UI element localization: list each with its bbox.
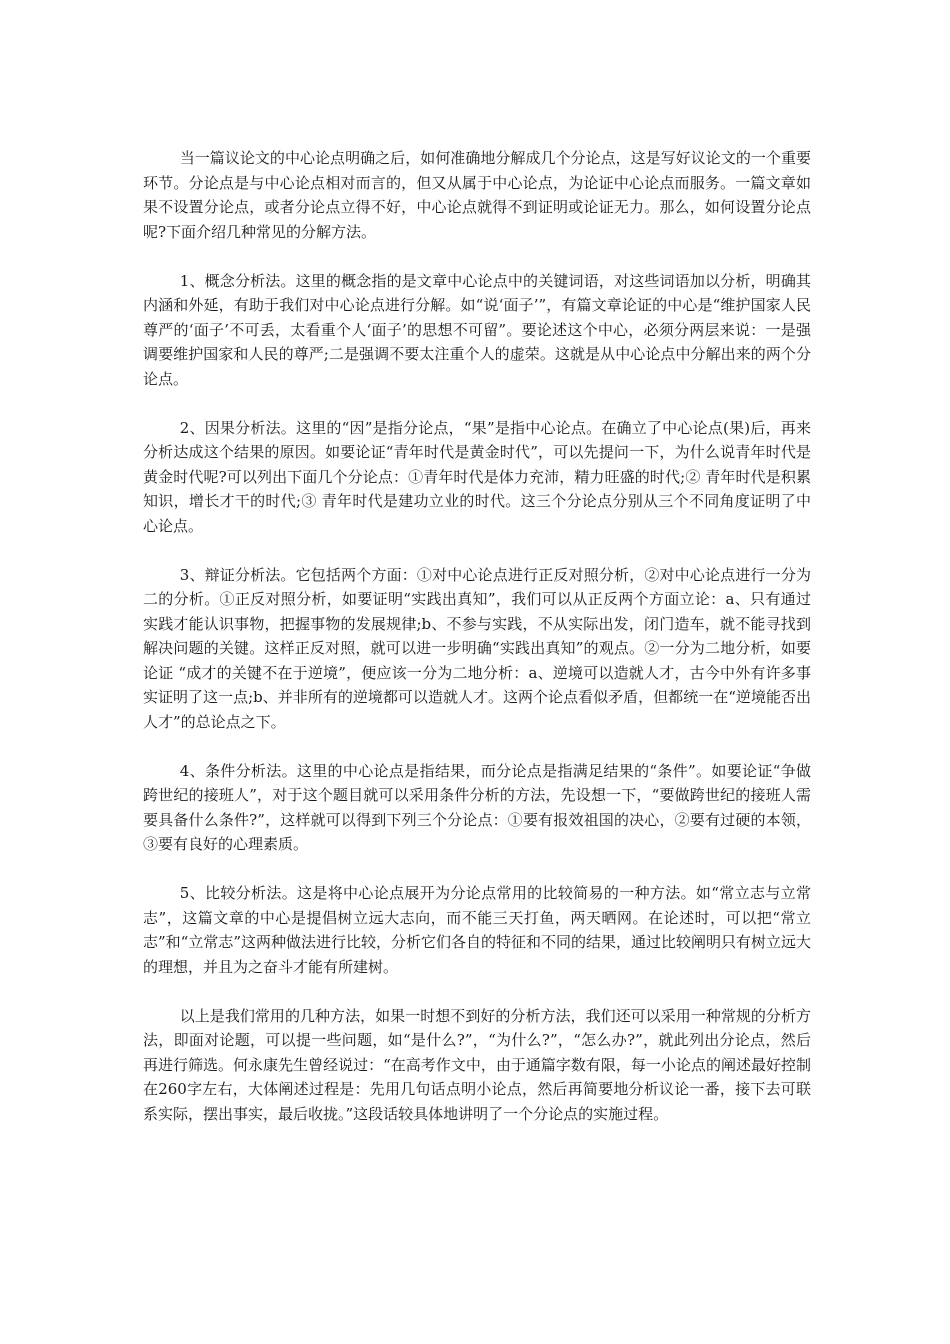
concept-analysis-paragraph: 1、概念分析法。这里的概念指的是文章中心论点中的关键词语，对这些词语加以分析，明确其内涵和外延，有助于我们对中心论点进行分解。如“说‘面子’”，有篇文章论证的中心是“维护国家人民尊严的‘面子’不可丢，太看重个人‘面子’的思想不可留”。要论述这个中心，必须分两层来说：一是强调要维护国家和人民的尊严;二是强调不要太注重个人的虚荣。这就是从中心论点中分解出来的两个分论点。 [143,271,811,388]
comparison-analysis-paragraph: 5、比较分析法。这是将中心论点展开为分论点常用的比较简易的一种方法。如“常立志与立常志”，这篇文章的中心是提倡树立远大志向，而不能三天打鱼，两天晒网。在论述时，可以把“常立志”和“立常志”这两种做法进行比较，分析它们各自的特征和不同的结果，通过比较阐明只有树立远大的理想，并且为之奋斗才能有所建树。 [143,884,812,976]
document-body [143,146,811,1151]
conclusion-paragraph: 以上是我们常用的几种方法，如果一时想不到好的分析方法，我们还可以采用一种常规的分析方法，即面对论题，可以提一些问题，如“是什么?”，“为什么?”，“怎么办?”，就此列出分论点，然后再进行筛选。何永康先生曾经说过：“在高考作文中，由于通篇字数有限，每一小论点的阐述最好控制在260字左右，大体阐述过程是：先用几句话点明小论点，然后再简要地分析议论一番，接下去可联系实际，摆出事实，最后收拢。”这段话较具体地讲明了一个分论点的实施过程。 [143,1006,811,1123]
intro-paragraph: 当一篇议论文的中心论点明确之后，如何准确地分解成几个分论点，这是写好议论文的一个重要环节。分论点是与中心论点相对而言的，但又从属于中心论点，为论证中心论点而服务。一篇文章如果不设置分论点，或者分论点立得不好，中心论点就得不到证明或论证无力。那么，如何设置分论点呢?下面介绍几种常见的分解方法。 [143,149,811,241]
condition-analysis-paragraph: 4、条件分析法。这里的中心论点是指结果，而分论点是指满足结果的“条件”。如要论证“争做跨世纪的接班人”，对于这个题目就可以采用条件分析的方法，先设想一下，“要做跨世纪的接班人需要具备什么条件?”，这样就可以得到下列三个分论点：①要有报效祖国的决心，②要有过硬的本领，③要有良好的心理素质。 [143,761,811,853]
dialectical-analysis-paragraph: 3、辩证分析法。它包括两个方面：①对中心论点进行正反对照分析，②对中心论点进行一分为二的分析。①正反对照分析，如要证明“实践出真知”，我们可以从正反两个方面立论：a、只有通过实践才能认识事物，把握事物的发展规律;b、不参与实践，不从实际出发，闭门造车，就不能寻找到解决问题的关键。这样正反对照，就可以进一步明确“实践出真知”的观点。②一分为二地分析，如要论证 “成才的关键不在于逆境”，便应该一分为二地分析：a、逆境可以造就人才，古今中外有许多事实证明了这一点;b、并非所有的逆境都可以造就人才。这两个论点看似矛盾，但都统一在“逆境能否出人才”的总论点之下。 [143,565,811,731]
cause-effect-analysis-paragraph: 2、因果分析法。这里的“因”是指分论点，“果”是指中心论点。在确立了中心论点(果)后，再来分析达成这个结果的原因。如要论证“青年时代是黄金时代”，可以先提问一下，为什么说青年时代是黄金时代呢?可以列出下面几个分论点：①青年时代是体力充沛，精力旺盛的时代;② 青年时代是积累知识，增长才干的时代;③ 青年时代是建功立业的时代。这三个分论点分别从三个不同角度证明了中心论点。 [143,418,811,535]
